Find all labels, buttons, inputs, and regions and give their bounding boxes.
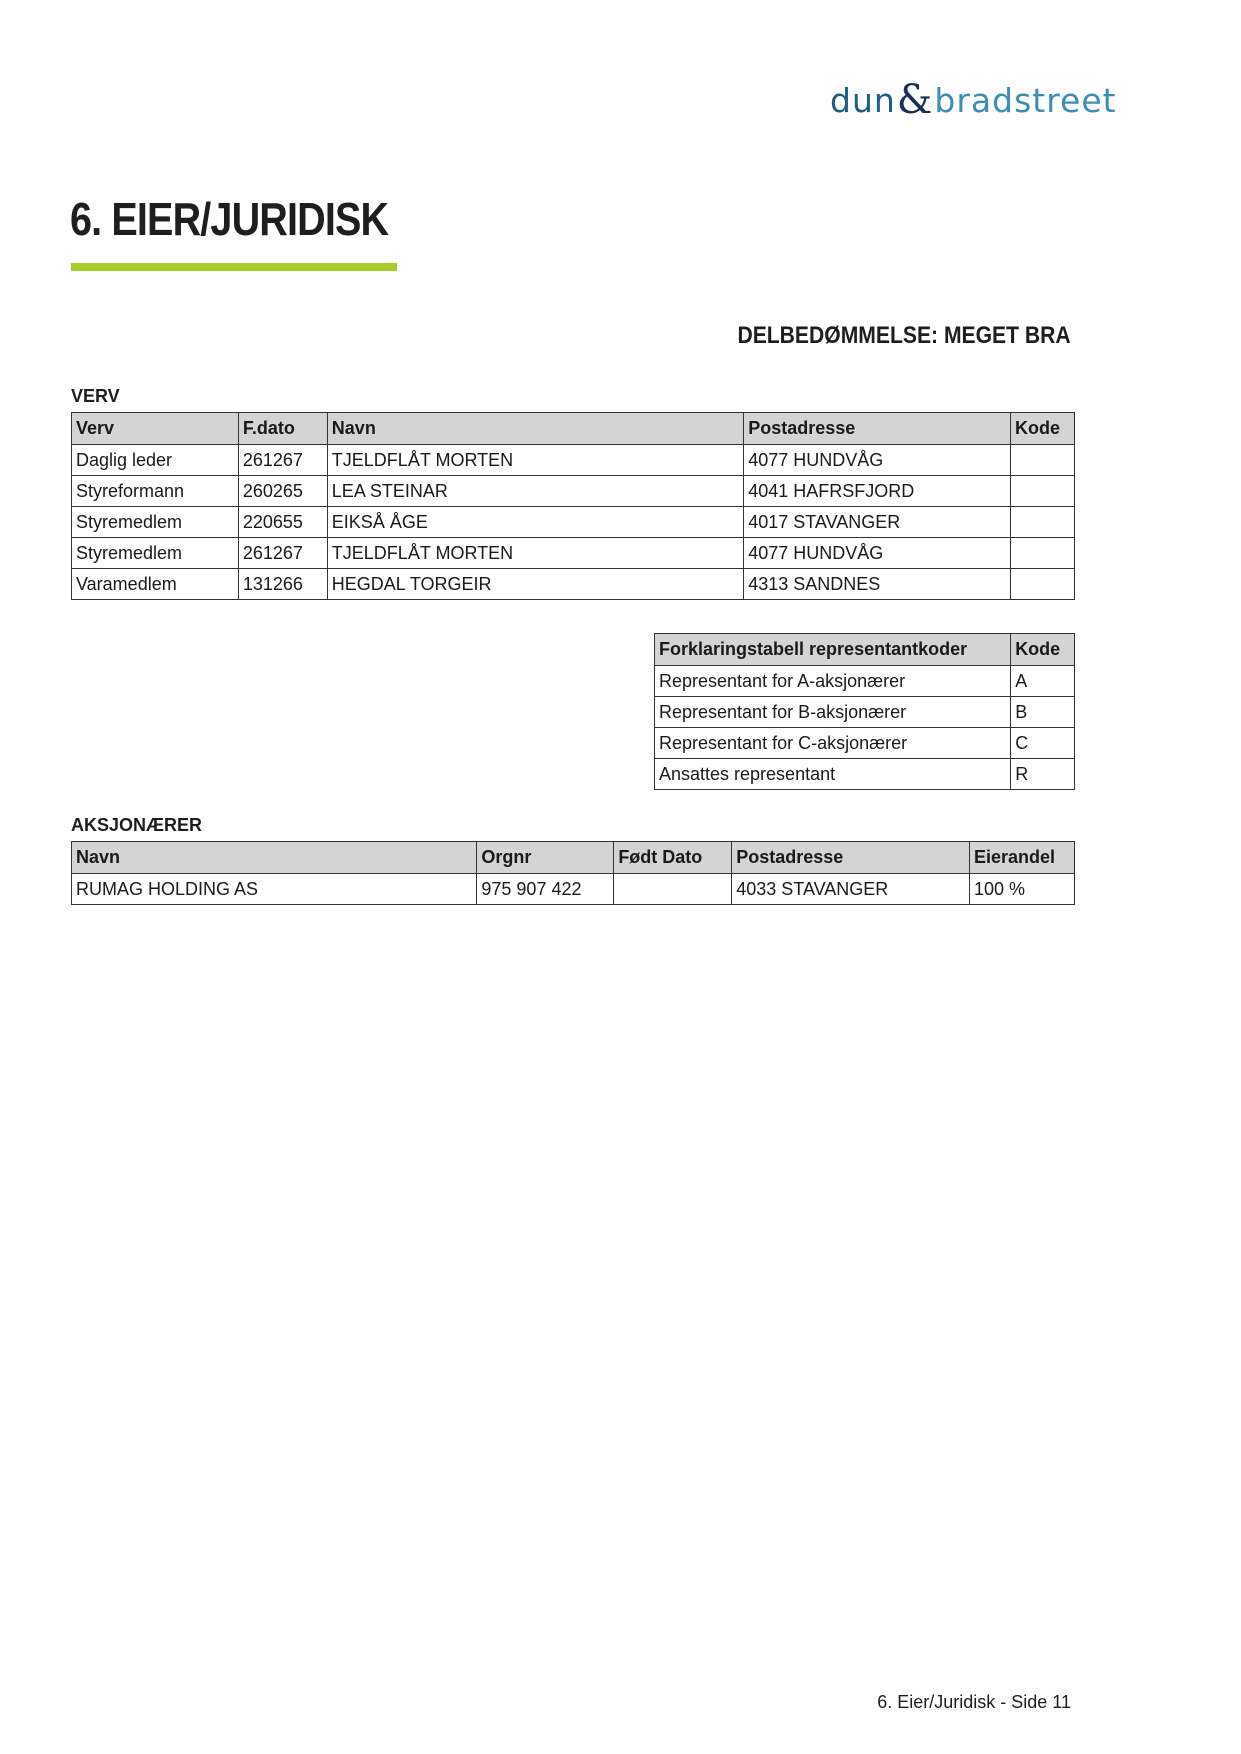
table-cell <box>1010 569 1074 600</box>
table-row <box>72 507 1075 538</box>
code-explanation-table <box>654 633 1075 790</box>
table-cell <box>1010 476 1074 507</box>
verv-header-cell: F.dato <box>238 413 327 445</box>
table-cell: Styremedlem <box>72 507 239 538</box>
verv-header-cell: Postadresse <box>744 413 1011 445</box>
table-row <box>72 538 1075 569</box>
codes-header-row <box>655 634 1075 666</box>
table-cell <box>1010 445 1074 476</box>
table-row <box>655 759 1075 790</box>
table-cell: HEGDAL TORGEIR <box>327 569 743 600</box>
table-row <box>72 476 1075 507</box>
table-cell: EIKSÅ ÅGE <box>327 507 743 538</box>
dun-bradstreet-logo <box>830 76 1117 124</box>
logo-part-bradstreet: bradstreet <box>934 80 1117 120</box>
table-cell: TJELDFLÅT MORTEN <box>327 445 743 476</box>
table-cell: Varamedlem <box>72 569 239 600</box>
table-cell: Representant for A-aksjonærer <box>655 666 1011 697</box>
table-cell: 100 % <box>970 874 1075 905</box>
table-cell: 260265 <box>238 476 327 507</box>
table-cell: R <box>1011 759 1075 790</box>
page-title: 6. EIER/JURIDISK <box>70 193 389 245</box>
table-cell: 4313 SANDNES <box>744 569 1011 600</box>
table-cell: Ansattes representant <box>655 759 1011 790</box>
aksjonaerer-header-cell: Født Dato <box>614 842 732 874</box>
table-cell: Styremedlem <box>72 538 239 569</box>
table-row <box>72 874 1075 905</box>
table-row <box>655 666 1075 697</box>
table-cell: 4077 HUNDVÅG <box>744 445 1011 476</box>
table-cell: Styreformann <box>72 476 239 507</box>
rating-heading: DELBEDØMMELSE: MEGET BRA <box>737 322 1071 349</box>
table-row <box>655 697 1075 728</box>
table-cell: 261267 <box>238 538 327 569</box>
table-cell <box>614 874 732 905</box>
table-cell: Representant for B-aksjonærer <box>655 697 1011 728</box>
verv-header-cell: Verv <box>72 413 239 445</box>
table-cell: A <box>1011 666 1075 697</box>
table-cell: 4041 HAFRSFJORD <box>744 476 1011 507</box>
table-row <box>72 445 1075 476</box>
aksjonaerer-header-cell: Eierandel <box>970 842 1075 874</box>
verv-header-row <box>72 413 1075 445</box>
table-cell: 975 907 422 <box>477 874 614 905</box>
verv-header-cell: Kode <box>1010 413 1074 445</box>
aksjonaerer-header-cell: Postadresse <box>732 842 970 874</box>
title-underline <box>71 263 397 271</box>
verv-table <box>71 412 1075 600</box>
aksjonaerer-header-cell: Navn <box>72 842 477 874</box>
aksjonaerer-header-row <box>72 842 1075 874</box>
logo-part-dun: dun <box>830 80 896 120</box>
table-row <box>72 569 1075 600</box>
page-footer: 6. Eier/Juridisk - Side 11 <box>877 1692 1071 1712</box>
table-cell: LEA STEINAR <box>327 476 743 507</box>
table-cell <box>1010 507 1074 538</box>
table-cell: 131266 <box>238 569 327 600</box>
codes-header-cell: Forklaringstabell representantkoder <box>655 634 1011 666</box>
table-cell: 4077 HUNDVÅG <box>744 538 1011 569</box>
table-cell: 220655 <box>238 507 327 538</box>
aksjonaerer-header-cell: Orgnr <box>477 842 614 874</box>
table-cell: C <box>1011 728 1075 759</box>
table-cell: RUMAG HOLDING AS <box>72 874 477 905</box>
table-cell <box>1010 538 1074 569</box>
logo-ampersand: & <box>896 77 934 123</box>
table-cell: 4033 STAVANGER <box>732 874 970 905</box>
verv-header-cell: Navn <box>327 413 743 445</box>
aksjonaerer-table <box>71 841 1075 905</box>
table-cell: 261267 <box>238 445 327 476</box>
table-row <box>655 728 1075 759</box>
aksjonaerer-section-label: AKSJONÆRER <box>71 815 203 835</box>
table-cell: TJELDFLÅT MORTEN <box>327 538 743 569</box>
table-cell: B <box>1011 697 1075 728</box>
table-cell: Representant for C-aksjonærer <box>655 728 1011 759</box>
codes-header-cell: Kode <box>1011 634 1075 666</box>
table-cell: 4017 STAVANGER <box>744 507 1011 538</box>
verv-section-label: VERV <box>71 386 120 406</box>
table-cell: Daglig leder <box>72 445 239 476</box>
